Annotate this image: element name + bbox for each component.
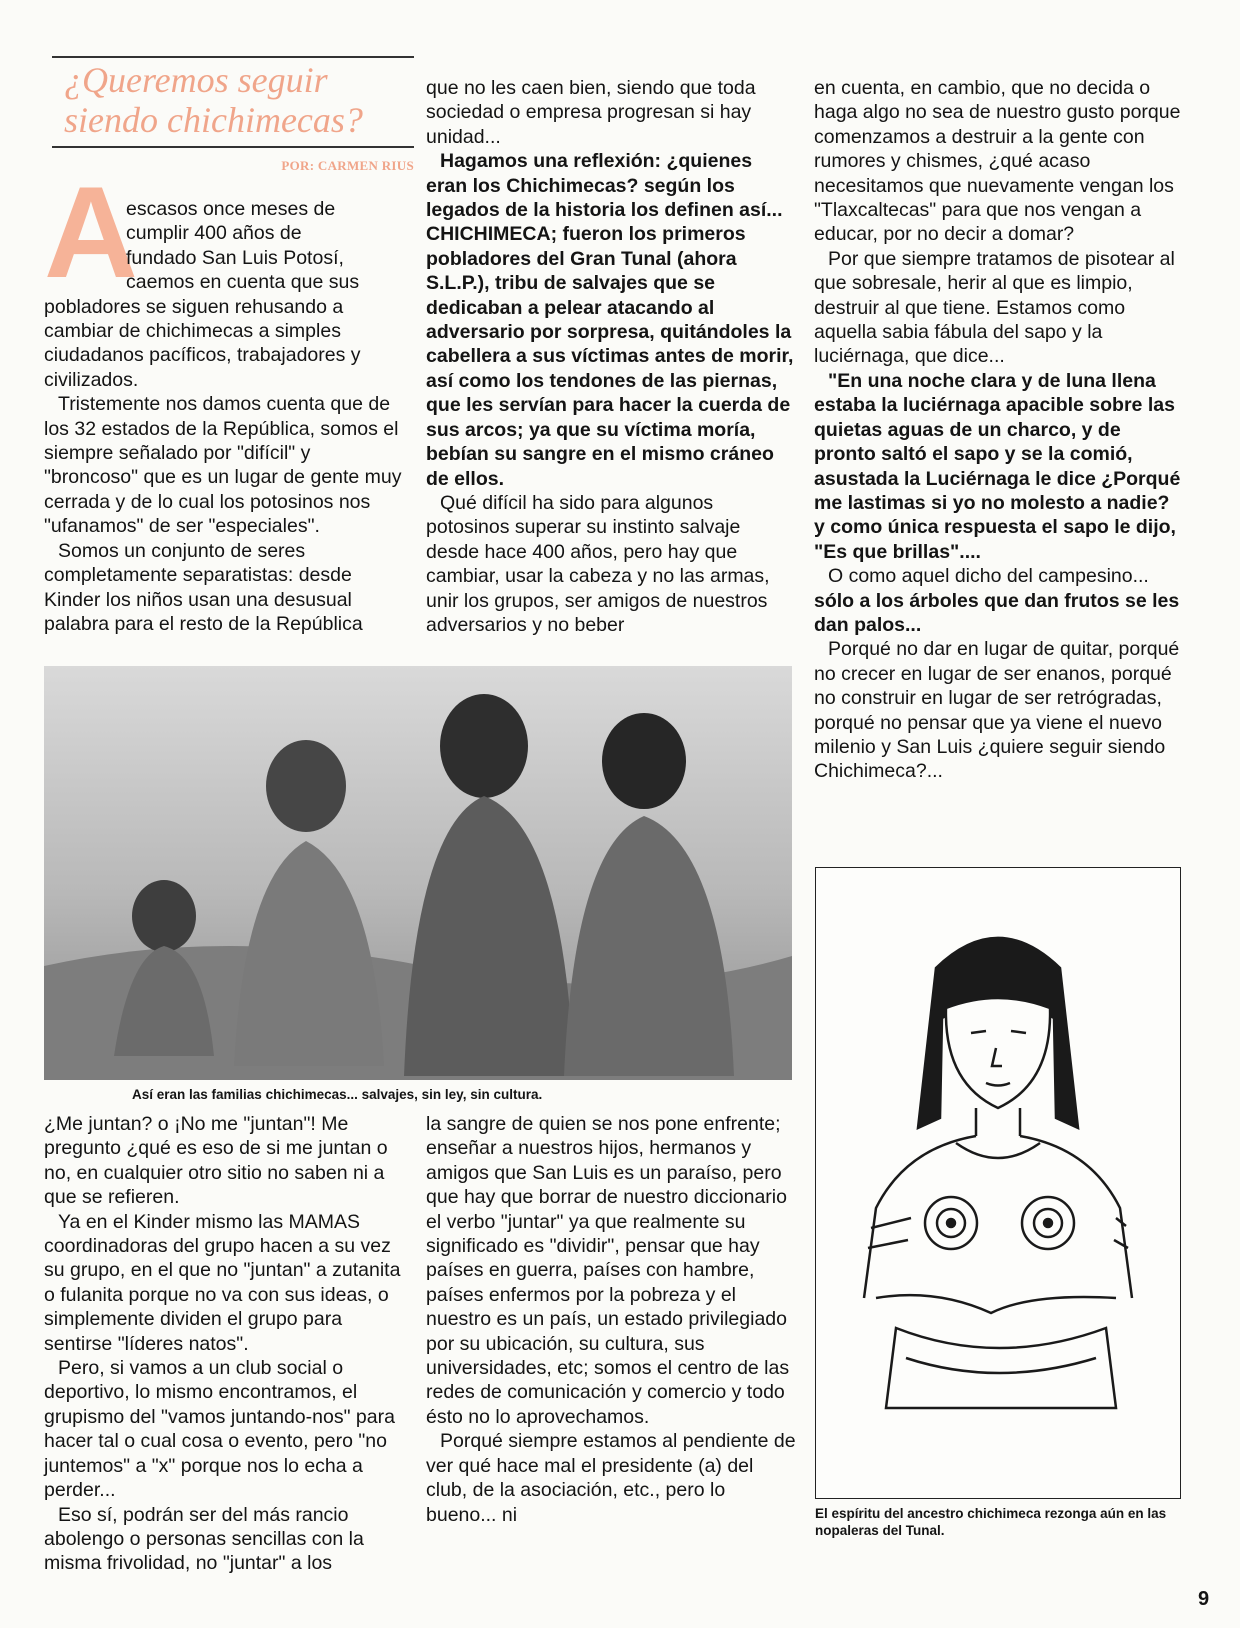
paragraph: Pero, si vamos a un club social o deportivo, lo mismo encontramos, el grupismo del "vamos juntando-nos" para hacer tal o cual cosa o evento, pero "no juntemos" a "x" porque nos lo echa a perder...: [44, 1357, 395, 1502]
intro-line: cumplir 400 años de: [126, 222, 302, 245]
paragraph: que no les caen bien, siendo que toda sociedad o empresa progresan si hay unidad...: [426, 77, 756, 148]
chichimeca-woman-drawing-icon: [816, 868, 1180, 1498]
title-top-rule: [52, 56, 414, 58]
paragraph: Qué difícil ha sido para algunos potosinos superar su instinto salvaje desde hace 400 años, pero hay que cambiar, usar la cabeza y no las armas, unir los grupos, ser amigos de nuestros adversarios y no beber: [426, 491, 770, 636]
intro-line: caemos en cuenta que sus: [126, 271, 360, 294]
article-title: [64, 60, 414, 140]
paragraph: pobladores se siguen rehusando a cambiar de chichimecas a simples ciudadanos pacíficos, trabajadores y civilizados.: [44, 295, 361, 391]
paragraph: Tristemente nos damos cuenta que de los 32 estados de la República, somos el siempre señalado por "difícil" y "broncoso" que es un lugar de gente muy cerrada y de lo cual los potosinos nos "ufanamos" de ser "especiales".: [44, 393, 402, 538]
title-bottom-rule: [52, 146, 414, 148]
saying-bold: sólo a los árboles que dan frutos se les dan palos...: [814, 589, 1180, 636]
intro-line: escasos once meses de: [126, 198, 336, 220]
column-1-top: [44, 197, 404, 636]
byline: POR: CARMEN RIUS: [281, 158, 414, 173]
paragraph: Porqué no dar en lugar de quitar, porqué no crecer en lugar de ser enanos, porqué no construir en lugar de ser retrógradas, porqué no pensar que ya viene el nuevo milenio y San Luis ¿quiere seguir siendo Chichimeca?...: [814, 638, 1180, 783]
chichimeca-drawing: [815, 867, 1181, 1499]
saying-intro: O como aquel dicho del campesino...: [828, 565, 1149, 588]
paragraph: Por que siempre tratamos de pisotear al que sobresale, herir al que es limpio, destruir al que tiene. Estamos como aquella sabia fábula del sapo y la luciérnaga, que dice...: [814, 247, 1175, 368]
fable-quote: "En una noche clara y de luna llena estaba la luciérnaga apacible sobre las quietas aguas de un charco, y de pronto saltó el sapo y se la comió, asustada la Luciérnaga le dice ¿Porqué me lastimas si yo no molesto a nadie? y como única respuesta el sapo le dijo, "Es que brillas"....: [814, 369, 1181, 563]
photo-caption: Así eran las familias chichimecas... salvajes, sin ley, sin cultura.: [132, 1087, 543, 1102]
column-2-top: [426, 76, 796, 637]
paragraph: la sangre de quien se nos pone enfrente; enseñar a nuestros hijos, hermanos y amigos que San Luis es un paraíso, pero que hay que borrar de nuestro diccionario el verbo "juntar" ya que realmente su significado es "dividir", pensar que hay países en guerra, países con hambre, países enfermos por la pobreza y el nuestro es un país, un estado privilegiado por su ubicación, su cultura, sus universidades, etc; somos el centro de las redes de comunicación y comercio y todo ésto no lo aprovechamos.: [426, 1113, 790, 1428]
column-3: [814, 76, 1184, 784]
title-line-2: siendo chichimecas?: [64, 100, 363, 140]
title-line-1: ¿Queremos seguir: [64, 60, 328, 100]
paragraph-bold: Hagamos una reflexión: ¿quienes eran los Chichimecas? según los legados de la historia los definen así... CHICHIMECA; fueron los primeros pobladores del Gran Tunal (ahora S.L.P.), tribu de salvajes que se dedicaban a pelear atacando al adversario por sorpresa, quitándoles la cabellera a sus víctimas antes de morir, así como los tendones de las piernas, que les servían para hacer la cuerda de sus arcos; ya que su víctima moría, bebían su sangre en el mismo cráneo de ellos.: [426, 150, 794, 490]
drawing-caption: El espíritu del ancestro chichimeca rezonga aún en las nopaleras del Tunal.: [815, 1506, 1167, 1538]
paragraph: Porqué siempre estamos al pendiente de ver qué hace mal el presidente (a) del club, de la asociación, etc., pero lo bueno... ni: [426, 1430, 796, 1526]
family-illustration-icon: [44, 666, 792, 1080]
intro-line: fundado San Luis Potosí,: [126, 246, 344, 269]
paragraph: Ya en el Kinder mismo las MAMAS coordinadoras del grupo hacen a su vez su grupo, en el que no "juntan" a zutanita o fulanita porque no va con sus ideas, o simplemente dividen el grupo para sentirse "líderes natos".: [44, 1210, 401, 1355]
column-2-bottom: [426, 1112, 796, 1527]
family-photo: [44, 666, 792, 1080]
paragraph: [814, 564, 1184, 637]
drop-cap: A: [44, 159, 138, 305]
paragraph: en cuenta, en cambio, que no decida o haga algo no sea de nuestro gusto porque comenzamos a destruir a la gente con rumores y chismes, ¿qué acaso necesitamos que nuevamente vengan los "Tlaxcaltecas" para que nos vengan a educar, por no decir a domar?: [814, 77, 1181, 246]
paragraph: Somos un conjunto de seres completamente separatistas: desde Kinder los niños usan una desusual palabra para el resto de la República: [44, 539, 363, 635]
column-1-bottom: [44, 1112, 404, 1576]
paragraph: ¿Me juntan? o ¡No me "juntan"! Me pregunto ¿qué es eso de si me juntan o no, en cualquier otro sitio no saben ni a que se refieren.: [44, 1113, 388, 1209]
paragraph: Eso sí, podrán ser del más rancio abolengo o personas sencillas con la misma frivolidad, no "juntar" a los: [44, 1503, 364, 1575]
page-number: 9: [1198, 1588, 1210, 1610]
